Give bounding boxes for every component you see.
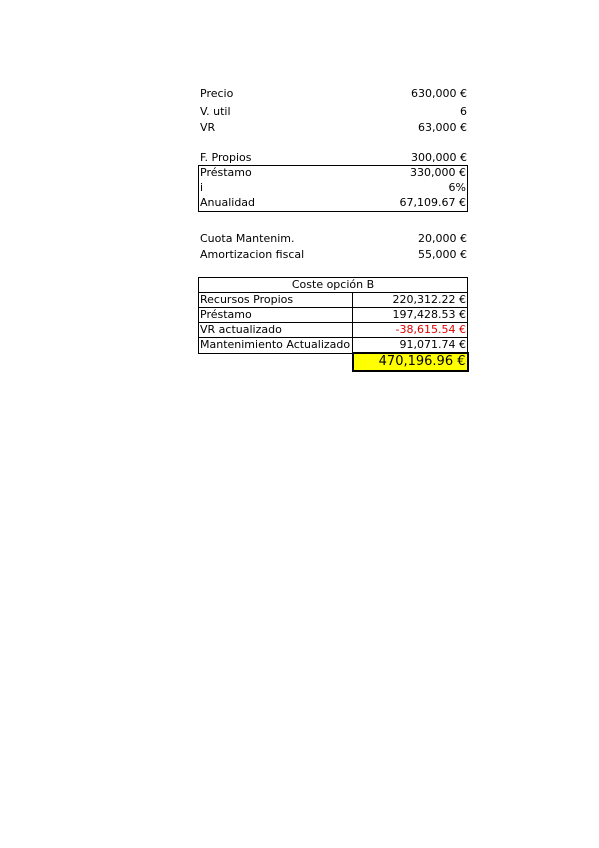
- prestamo-label: Préstamo: [200, 166, 252, 179]
- amortizacion-value: 55,000 €: [418, 248, 467, 261]
- amortizacion-row: [200, 248, 467, 262]
- total-row: [199, 353, 468, 371]
- cuota-value: 20,000 €: [418, 232, 467, 245]
- vutil-label: V. util: [200, 105, 231, 118]
- vr-label: VR: [200, 121, 216, 134]
- anualidad-row: [200, 196, 466, 210]
- table-row: [199, 323, 468, 338]
- interest-row: [200, 181, 466, 195]
- anualidad-value: 67,109.67 €: [399, 196, 466, 209]
- cost-table-title: Coste opción B: [199, 278, 468, 293]
- total-value: 470,196.96 €: [353, 353, 468, 371]
- vutil-value: 6: [460, 105, 467, 118]
- row-value: 220,312.22 €: [353, 293, 468, 308]
- prestamo-value: 330,000 €: [410, 166, 466, 179]
- vutil-row: [200, 105, 467, 119]
- row-label: Recursos Propios: [199, 293, 353, 308]
- row-label: VR actualizado: [199, 323, 353, 338]
- vr-row: [200, 121, 467, 135]
- table-row: [199, 338, 468, 354]
- row-value: 197,428.53 €: [353, 308, 468, 323]
- fpropios-row: [200, 151, 467, 165]
- cost-table: [198, 277, 469, 372]
- cost-table-header: [199, 278, 468, 293]
- precio-label: Precio: [200, 87, 234, 100]
- prestamo-row: [200, 166, 466, 180]
- precio-value: 630,000 €: [411, 87, 467, 100]
- fpropios-label: F. Propios: [200, 151, 252, 164]
- cuota-row: [200, 232, 467, 246]
- precio-row: [200, 87, 467, 101]
- interest-value: 6%: [448, 181, 466, 194]
- vr-value: 63,000 €: [418, 121, 467, 134]
- row-value-negative: -38,615.54 €: [353, 323, 468, 338]
- cuota-label: Cuota Mantenim.: [200, 232, 295, 245]
- fpropios-value: 300,000 €: [411, 151, 467, 164]
- table-row: [199, 308, 468, 323]
- anualidad-label: Anualidad: [200, 196, 256, 209]
- total-spacer: [199, 353, 353, 371]
- amortizacion-label: Amortizacion fiscal: [200, 248, 305, 261]
- table-row: [199, 293, 468, 308]
- row-label: Mantenimiento Actualizado: [199, 338, 353, 354]
- interest-label: i: [200, 181, 204, 194]
- row-label: Préstamo: [199, 308, 353, 323]
- row-value: 91,071.74 €: [353, 338, 468, 354]
